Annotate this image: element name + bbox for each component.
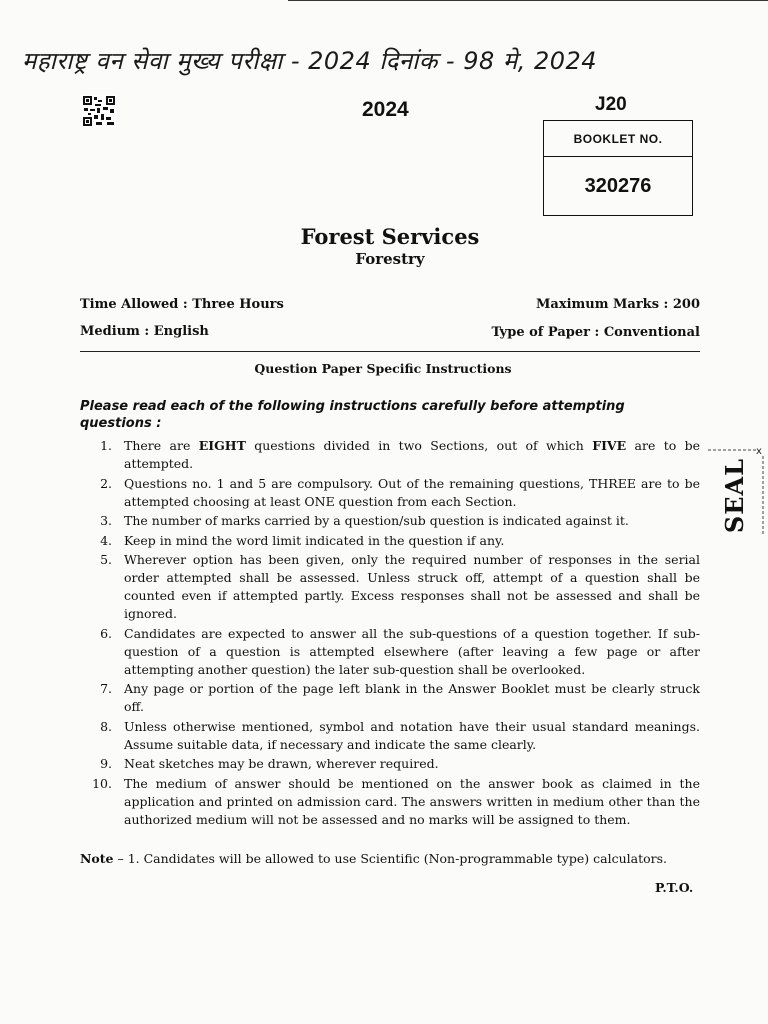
paper-subtitle: Forestry [355,250,425,268]
svg-text:x: x [756,446,762,456]
instructions-list [80,437,700,830]
maximum-marks: Maximum Marks : 200 [536,297,700,312]
item-number: 4. [100,532,112,548]
list-item [80,680,700,716]
instructions-heading: Question Paper Specific Instructions [254,361,512,376]
handwritten-header: महाराष्ट्र वन सेवा मुख्य परीक्षा - 2024 दिनांक - 98 मे, 2024 [22,47,598,75]
item-text: Neat sketches may be drawn, wherever required. [124,756,439,771]
item-number: 10. [92,775,112,791]
seal-text: SEAL [720,457,750,533]
emphasis: EIGHT [198,438,246,453]
list-item [80,755,700,773]
medium: Medium : English [80,324,209,339]
top-border-line [288,0,768,1]
item-number: 7. [100,681,112,696]
time-allowed: Time Allowed : Three Hours [80,297,284,312]
item-text: The number of marks carried by a question/sub question is indicated against it. [124,513,629,528]
paper-type: Type of Paper : Conventional [491,325,700,340]
item-number: 5. [100,552,112,567]
list-item [80,437,700,473]
qr-code-icon [82,95,116,127]
divider [80,351,700,352]
item-text: Any page or portion of the page left blank in the Answer Booklet must be clearly struck off. [124,681,700,714]
seal-mark [720,455,750,535]
pto-label: P.T.O. [655,880,694,895]
item-text: Wherever option has been given, only the required number of responses in the serial order attempted shall be assessed. Unless struck off, attempt of a question shall be counted even if attempted partly. Excess responses shall not be assessed and shall be ignored. [124,552,700,621]
item-text: Keep in mind the word limit indicated in the question if any. [124,532,505,548]
list-item [80,775,700,829]
emphasis: FIVE [592,438,627,453]
item-number: 2. [100,475,112,491]
paper-title: Forest Services [300,224,480,249]
item-text: Candidates are expected to answer all the sub-questions of a question together. If sub-question of a question is attempted elsewhere (after leaving a few page or after attempting another question) the later sub-question shall be overlooked. [124,625,700,677]
note-label: Note [80,851,114,866]
booklet-label: BOOKLET NO. [544,121,692,157]
note-text: – 1. Candidates will be allowed to use Scientific (Non-programmable type) calculators. [113,851,667,866]
seal-cut-side-line [758,444,768,534]
list-item [80,532,700,550]
list-item [80,625,700,679]
list-item [80,551,700,623]
booklet-number-box [543,120,693,216]
list-item [80,475,700,511]
item-number: 1. [100,438,112,453]
booklet-number: 320276 [584,174,652,197]
item-text: There are EIGHT questions divided in two Sections, out of which FIVE are to be attempted. [124,438,700,471]
paper-code: J20 [595,94,627,115]
item-number: 3. [100,513,112,528]
list-item [80,512,700,530]
item-number: 9. [100,756,112,771]
please-read-note: Please read each of the following instructions carefully before attempting questions : [80,399,625,431]
item-text: Questions no. 1 and 5 are compulsory. Out of the remaining questions, THREE are to be attempted choosing at least ONE question from each Section. [124,475,700,509]
exam-year: 2024 [362,98,409,121]
list-item [80,718,700,754]
note [80,850,720,868]
item-text: The medium of answer should be mentioned on the answer book as claimed in the application and printed on admission card. The answers written in medium other than the authorized medium will not be assessed and no marks will be assigned to them. [124,775,700,827]
item-text: Unless otherwise mentioned, symbol and notation have their usual standard meanings. Assume suitable data, if necessary and indicate the same clearly. [124,718,700,752]
item-number: 8. [100,718,112,734]
item-number: 6. [100,625,112,641]
